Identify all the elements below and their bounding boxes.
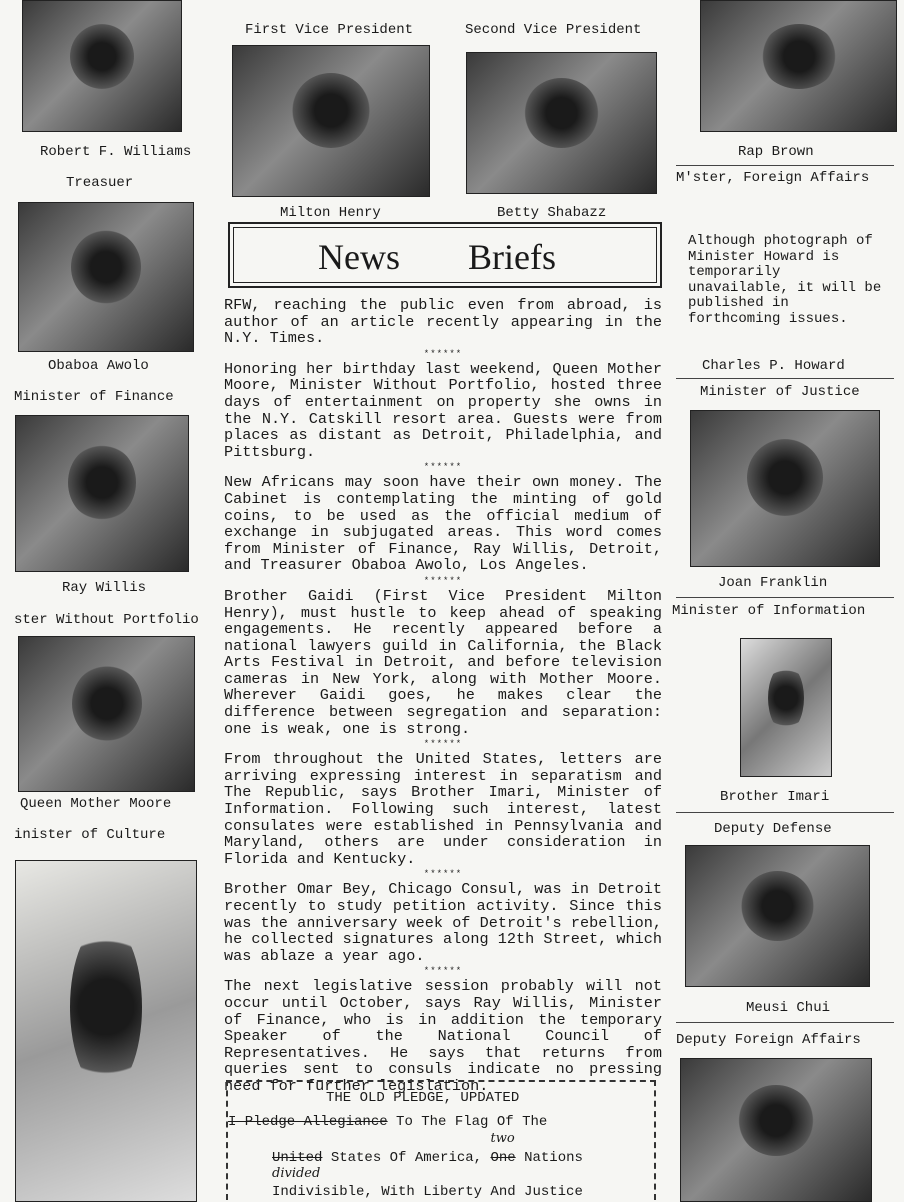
first-vp-title: First Vice President — [245, 22, 414, 38]
photo-milton-henry — [232, 45, 430, 197]
struck-text: I Pledge Allegiance — [228, 1114, 388, 1130]
struck-text: United — [272, 1150, 323, 1166]
pledge-text: Nations — [524, 1150, 583, 1166]
photo-rap-brown — [700, 0, 897, 132]
caption-name: Meusi Chui — [746, 1000, 831, 1016]
separator: ****** — [423, 462, 463, 473]
second-vp-title: Second Vice President — [465, 22, 642, 38]
separator: ****** — [423, 739, 463, 750]
divider — [676, 597, 894, 598]
caption-title: M'ster, Foreign Affairs — [676, 170, 870, 186]
caption-name: Milton Henry — [280, 205, 381, 221]
pledge-line-1 — [228, 1114, 547, 1130]
caption-title: Treasuer — [66, 175, 134, 191]
caption-name: Charles P. Howard — [702, 358, 845, 374]
masthead-news-briefs — [228, 222, 662, 288]
photo-joan-franklin — [690, 410, 880, 567]
brief-paragraph: The next legislative session probably will not occur until October, says Ray Willis, Minister of Finance, who is in addition the temporary Speaker of the National Council of Representatives. He says that returns from queries sent to consuls indicate no pressing need for further legislation. — [224, 977, 662, 1095]
photo-brother-imari — [740, 638, 832, 777]
caption-title: Minister of Information — [672, 603, 866, 619]
photo-ray-willis — [15, 415, 189, 572]
brief-paragraph: New Africans may soon have their own money. The Cabinet is contemplating the minting of gold coins, to be used as the official medium of exchange in subjugated areas. This word comes from Minister of Finance, Ray Willis, Detroit, and Treasurer Obaboa Awolo, Los Angeles. — [224, 473, 662, 575]
caption-title: Minister of Justice — [700, 384, 860, 400]
pledge-title: THE OLD PLEDGE, UPDATED — [326, 1090, 520, 1106]
pledge-text: States Of America, — [330, 1150, 483, 1166]
separator: ****** — [423, 575, 463, 586]
handwritten-text: two — [490, 1131, 515, 1146]
caption-title: Minister of Finance — [14, 389, 174, 405]
separator: ****** — [423, 869, 463, 880]
caption-name: Obaboa Awolo — [48, 358, 149, 374]
brief-paragraph: Brother Gaidi (First Vice President Milton Henry), must hustle to keep ahead of speaking engagements. He recently appeared before a national lawyers guild in California, the Black Arts Festival in Detroit, and before television cameras in New York, along with Mother Moore. Wherever Gaidi goes, he makes clear the difference between segregation and separation: one is weak, one is strong. — [224, 586, 662, 738]
caption-name: Rap Brown — [738, 144, 814, 160]
struck-text: One — [490, 1150, 516, 1166]
brief-paragraph: Honoring her birthday last weekend, Queen Mother Moore, Minister Without Portfolio, hosted three days of entertainment on property she owns in the N.Y. Catskill resort area. Guests were from places as distant as Detroit, Philadelphia, and Pittsburg. — [224, 359, 662, 461]
divider — [676, 1022, 894, 1023]
howard-photo-note: Although photograph of Minister Howard is temporarily unavailable, it will be published in forthcoming issues. — [688, 233, 882, 327]
separator: ****** — [423, 348, 463, 359]
photo-obaboa-awolo — [18, 202, 194, 352]
pledge-text: Indivisible, With Liberty And Justice — [272, 1184, 583, 1200]
caption-name: Queen Mother Moore — [20, 796, 172, 812]
caption-name: Ray Willis — [62, 580, 147, 596]
masthead-word: News — [318, 237, 400, 277]
old-pledge-box — [226, 1080, 656, 1200]
handwritten-text: divided — [272, 1166, 321, 1181]
divider — [676, 812, 894, 813]
photo-queen-mother-moore — [18, 636, 195, 792]
pledge-line-2 — [272, 1131, 583, 1166]
pledge-text: To The Flag Of The — [396, 1114, 548, 1130]
photo-betty-shabazz — [466, 52, 657, 194]
caption-name: Joan Franklin — [718, 575, 828, 591]
masthead-word: Briefs — [468, 237, 556, 277]
news-briefs-column — [224, 297, 662, 1095]
caption-title: Deputy Defense — [714, 821, 832, 837]
caption-title: Deputy Foreign Affairs — [676, 1032, 861, 1048]
brief-paragraph: Brother Omar Bey, Chicago Consul, was in Detroit recently to study petition activity. Since this was the anniversary week of Detroit's rebellion, he collected signatures along 12th Street, which was ablaze a year ago. — [224, 880, 662, 965]
photo-minister-of-culture — [15, 860, 197, 1202]
caption-name: Brother Imari — [720, 789, 830, 805]
caption-title: inister of Culture — [14, 827, 166, 843]
caption-title: ster Without Portfolio — [14, 612, 199, 628]
pledge-line-3 — [272, 1166, 583, 1200]
divider — [676, 378, 894, 379]
photo-robert-f-williams — [22, 0, 182, 132]
photo-deputy-foreign-affairs — [680, 1058, 872, 1202]
separator: ****** — [423, 966, 463, 977]
brief-paragraph: From throughout the United States, letters are arriving expressing interest in separatism and The Republic, says Brother Imari, Minister of Information. Following such interest, latest consulates were established in Pennsylvania and Maryland, others are under consideration in Florida and Kentucky. — [224, 750, 662, 868]
photo-meusi-chui — [685, 845, 870, 987]
caption-name: Betty Shabazz — [497, 205, 607, 221]
divider — [676, 165, 894, 166]
caption-name: Robert F. Williams — [40, 144, 192, 160]
brief-paragraph: RFW, reaching the public even from abroad, is author of an article recently appearing in the N.Y. Times. — [224, 296, 662, 348]
